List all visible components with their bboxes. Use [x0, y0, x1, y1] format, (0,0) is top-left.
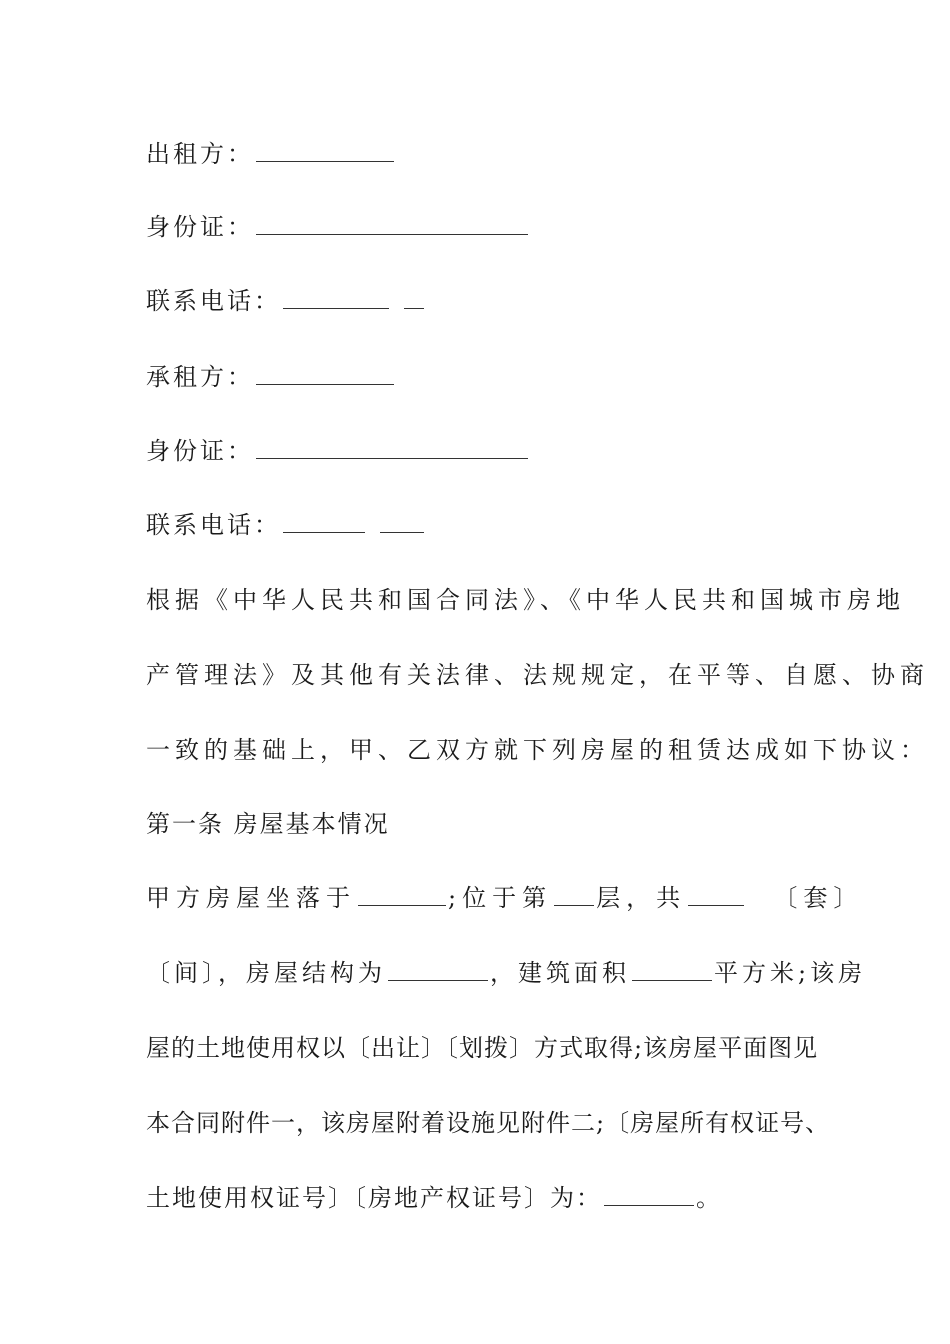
blank-line [632, 960, 712, 981]
text: 层，共 [596, 884, 687, 912]
field-label: 身份证： [146, 437, 254, 465]
blank-line [256, 438, 528, 459]
blank-line [688, 885, 744, 906]
text: 〔套〕 [773, 884, 864, 912]
blank-line [380, 512, 424, 533]
preamble-line: 根据《中华人民共和国合同法》、《中华人民共和国城市房地 [146, 586, 905, 614]
article-1-line: 屋的土地使用权以〔出让〕〔划拨〕方式取得;该房屋平面图见 [146, 1034, 819, 1062]
article-1-line [146, 882, 864, 914]
blank-line [388, 960, 488, 981]
text: 〔间〕，房屋结构为 [146, 959, 386, 987]
preamble-line: 产管理法》及其他有关法律、法规规定，在平等、自愿、协商 [146, 661, 929, 689]
article-1-line [146, 957, 867, 989]
text: 甲方房屋坐落于 [146, 884, 356, 912]
field-lessor-phone [146, 285, 426, 317]
field-label: 联系电话： [146, 287, 281, 315]
blank-line [554, 885, 594, 906]
blank-line [404, 288, 424, 309]
field-label: 联系电话： [146, 511, 281, 539]
blank-line [256, 214, 528, 235]
blank-line [283, 512, 365, 533]
field-lessee-phone [146, 509, 426, 541]
article-1-line [146, 1182, 816, 1214]
article-1-title: 第一条 房屋基本情况 [146, 810, 390, 838]
text: 土地使用权证号〕〔房地产权证号〕为： [146, 1184, 602, 1212]
field-lessee [146, 361, 396, 393]
blank-line [256, 364, 394, 385]
text: 。 [696, 1184, 722, 1212]
blank-line [358, 885, 446, 906]
blank-line [256, 141, 394, 162]
preamble-line: 一致的基础上，甲、乙双方就下列房屋的租赁达成如下协议： [146, 736, 929, 764]
text: ;位于第 [448, 884, 553, 912]
blank-line [604, 1185, 694, 1206]
article-1-line: 本合同附件一，该房屋附着设施见附件二;〔房屋所有权证号、 [146, 1109, 831, 1137]
field-lessor [146, 138, 396, 170]
field-label: 出租方： [146, 140, 254, 168]
blank-line [283, 288, 389, 309]
text: 平方米;该房 [714, 959, 867, 987]
field-label: 承租方： [146, 363, 254, 391]
field-lessee-id [146, 435, 530, 467]
text: ，建筑面积 [490, 959, 630, 987]
field-lessor-id [146, 211, 530, 243]
field-label: 身份证： [146, 213, 254, 241]
